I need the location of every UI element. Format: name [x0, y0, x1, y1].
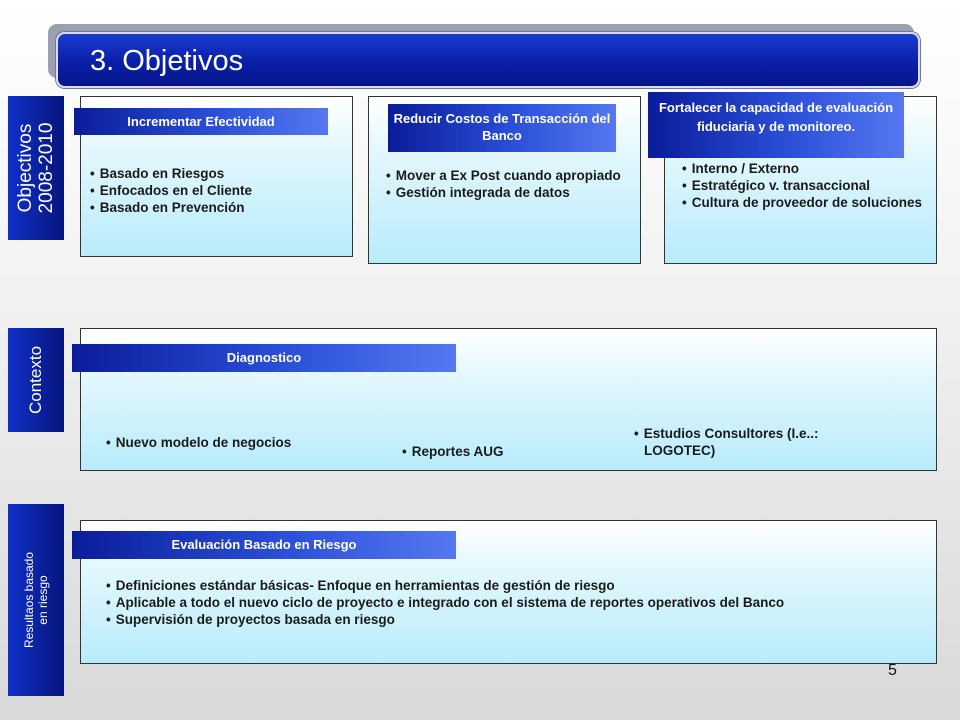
section-label-contexto-text: Contexto: [26, 345, 45, 415]
objective-card-efectividad-title: Incrementar Efectividad: [127, 114, 275, 129]
list-item: • Estratégico v. transaccional: [682, 177, 930, 194]
objective-card-costos-tag: [388, 104, 616, 152]
context-item-3: [634, 425, 884, 459]
results-tag: [72, 531, 456, 559]
context-tag-title: Diagnostico: [226, 350, 302, 365]
objective-card-efectividad-list: [90, 165, 345, 216]
section-label-objetivos-line1: Objectivos: [15, 123, 36, 213]
list-item: • Gestión integrada de datos: [386, 184, 626, 201]
section-label-objetivos: [8, 96, 64, 240]
section-label-resultados-line1: Resultaos basado: [22, 551, 36, 649]
context-tag: [72, 344, 456, 372]
objective-card-fiduciaria-tag: [648, 92, 904, 158]
list-item: • Definiciones estándar básicas- Enfoque en herramientas de gestión de riesgo: [106, 577, 876, 594]
list-item: • Nuevo modelo de negocios: [106, 434, 386, 451]
list-item: • Cultura de proveedor de soluciones: [682, 194, 930, 211]
list-item: • Reportes AUG: [402, 443, 602, 460]
section-label-resultados-line2: en riesgo: [36, 575, 50, 625]
list-item: • Basado en Prevención: [90, 199, 345, 216]
objective-card-efectividad-tag: [74, 108, 328, 135]
list-item: • Estudios Consultores (I.e..: LOGOTEC): [634, 425, 884, 459]
objective-card-fiduciaria-title: Fortalecer la capacidad de evaluación fiduciaria y de monitoreo.: [658, 100, 894, 134]
slide-title: 3. Objetivos: [90, 45, 244, 77]
results-tag-title: Evaluación Basado en Riesgo: [171, 537, 357, 552]
objective-card-fiduciaria-list: [682, 160, 930, 211]
list-item: • Enfocados en el Cliente: [90, 182, 345, 199]
objective-card-costos-list: [386, 167, 626, 201]
list-item: • Aplicable a todo el nuevo ciclo de proyecto e integrado con el sistema de reportes operativos del Banco: [106, 594, 876, 611]
section-label-objetivos-line2: 2008-2010: [36, 122, 57, 214]
context-item-2: [402, 443, 602, 460]
page-number: 5: [888, 662, 897, 679]
results-list: [106, 577, 876, 628]
list-item: • Mover a Ex Post cuando apropiado: [386, 167, 626, 184]
context-item-1: [106, 434, 386, 451]
objective-card-costos-title: Reducir Costos de Transacción del Banco: [393, 111, 611, 143]
list-item: • Supervisión de proyectos basada en riesgo: [106, 611, 876, 628]
list-item: • Basado en Riesgos: [90, 165, 345, 182]
list-item: • Interno / Externo: [682, 160, 930, 177]
section-label-resultados: [8, 504, 64, 696]
section-label-contexto: [8, 328, 64, 432]
